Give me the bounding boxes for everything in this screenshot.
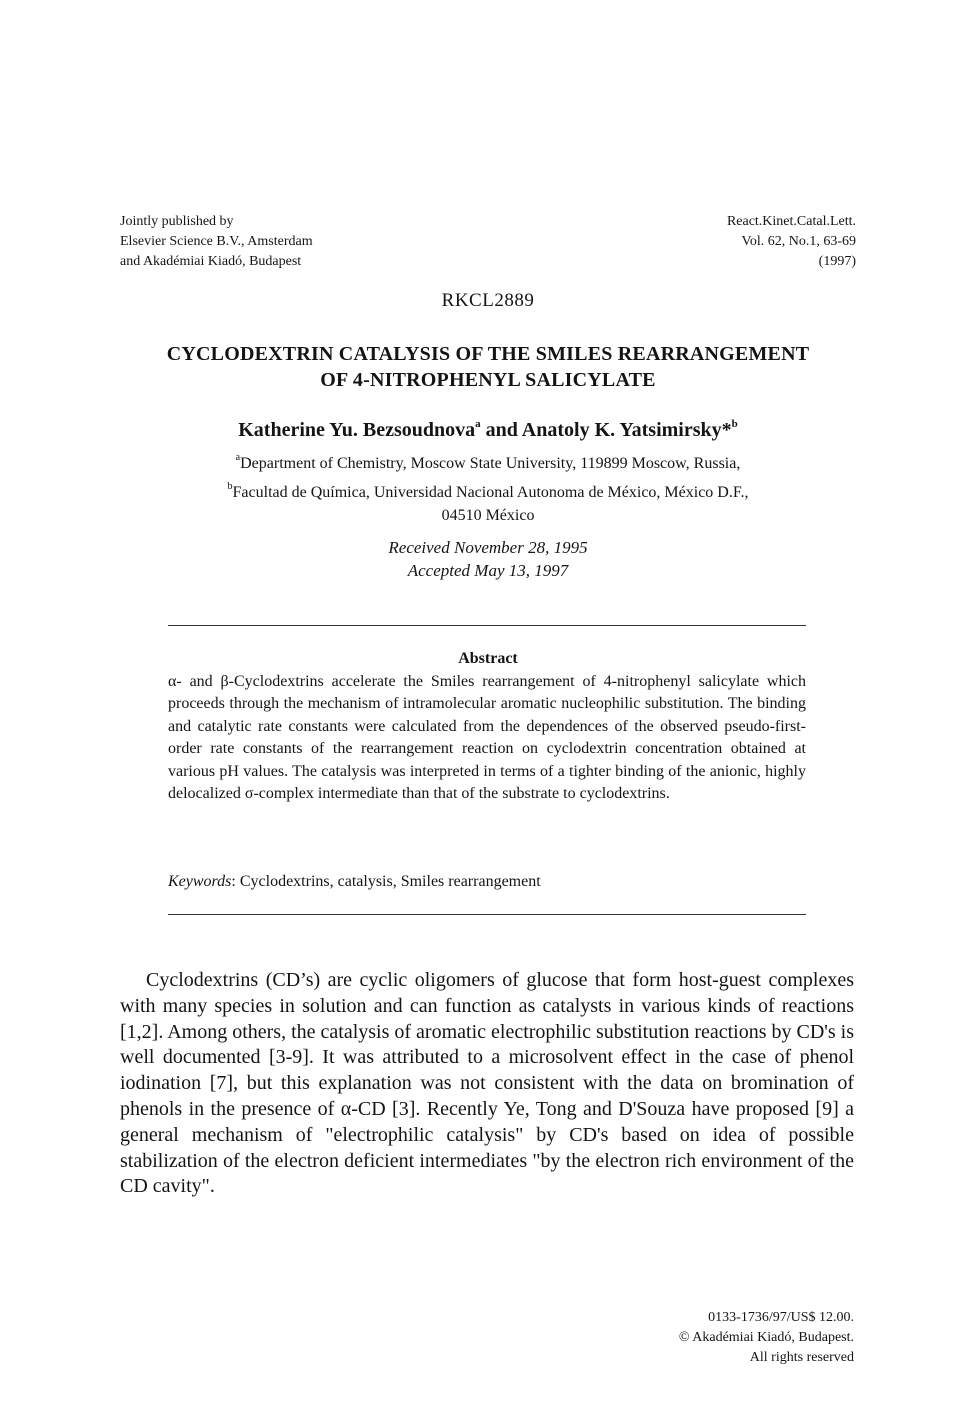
keywords-text: : Cyclodextrins, catalysis, Smiles rearrangement xyxy=(231,873,541,890)
journal-year: (1997) xyxy=(818,254,856,269)
affiliation-mark: a xyxy=(235,452,241,463)
intro-paragraph xyxy=(120,968,854,1200)
affiliation-mark: a xyxy=(475,418,481,430)
abstract-bottom-divider xyxy=(168,914,806,915)
keywords-label: Keywords xyxy=(168,873,232,890)
keywords xyxy=(168,873,806,891)
copyright-footer xyxy=(679,1308,854,1368)
publisher-line: and Akadémiai Kiadó, Budapest xyxy=(120,254,302,269)
rights-notice: All rights reserved xyxy=(749,1350,854,1365)
issn-price: 0133-1736/97/US$ 12.00. xyxy=(708,1310,854,1325)
author-name: Anatoly K. Yatsimirsky* xyxy=(521,419,732,441)
affiliation-a xyxy=(100,446,876,475)
publisher-line: Jointly published by xyxy=(120,214,234,229)
author-list xyxy=(100,418,876,442)
paper-title xyxy=(100,341,876,393)
journal-citation xyxy=(727,212,856,272)
article-code: RKCL2889 xyxy=(441,290,535,311)
affiliation-mark: b xyxy=(227,481,233,492)
copyright-holder: © Akadémiai Kiadó, Budapest. xyxy=(678,1330,854,1345)
title-line: CYCLODEXTRIN CATALYSIS OF THE SMILES REARRANGEMENT xyxy=(166,343,810,365)
author-name: Katherine Yu. Bezsoudnova xyxy=(238,419,476,441)
abstract-heading: Abstract xyxy=(458,650,518,667)
abstract-text: α- and β-Cyclodextrins accelerate the Smiles rearrangement of 4-nitrophenyl salicylate which proceeds through the mechanism of intramolecular aromatic nucleophilic substitution. The binding and catalytic rate constants were calculated from the dependences of the observed pseudo-first-order rate constants of the rearrangement reaction on cyclodextrin concentration obtained at various pH values. The catalysis was interpreted in terms of a tighter binding of the anionic, highly delocalized σ-complex intermediate than that of the substrate to cyclodextrins. xyxy=(168,673,806,803)
title-line: OF 4-NITROPHENYL SALICYLATE xyxy=(320,369,656,391)
article-dates xyxy=(0,536,976,582)
affiliation-mark: b xyxy=(731,418,738,430)
publisher-line: Elsevier Science B.V., Amsterdam xyxy=(120,234,313,249)
journal-name: React.Kinet.Catal.Lett. xyxy=(726,214,856,229)
abstract-top-divider xyxy=(168,625,806,626)
intro-paragraph-text: Cyclodextrins (CD’s) are cyclic oligomers of glucose that form host-guest complexes with many species in solution and can function as catalysts in various kinds of reactions [1,2]. Among others, the catalysis of aromatic electrophilic substitution reactions by CD's is well documented [3-9]. It was attributed to a microsolvent effect in the case of phenol iodination [7], but this explanation was not consistent with the data on bromination of phenols in the presence of α-CD [3]. Recently Ye, Tong and D'Souza have proposed [9] a general mechanism of "electrophilic catalysis" by CD's based on idea of possible stabilization of the electron deficient intermediates "by the electron rich environment of the CD cavity". xyxy=(120,969,855,1198)
publisher-info xyxy=(120,212,313,272)
affiliation-b xyxy=(100,475,876,504)
author-connector: and xyxy=(480,419,522,441)
affiliation-b-continued: 04510 México xyxy=(441,507,535,524)
affiliations xyxy=(100,446,876,527)
accepted-date: Accepted May 13, 1997 xyxy=(407,561,569,580)
received-date: Received November 28, 1995 xyxy=(388,538,588,557)
affiliation-text: Department of Chemistry, Moscow State University, 119899 Moscow, Russia, xyxy=(240,455,741,472)
affiliation-text: Facultad de Química, Universidad Nacional Autonoma de México, México D.F., xyxy=(232,484,749,501)
journal-volume: Vol. 62, No.1, 63-69 xyxy=(741,234,856,249)
